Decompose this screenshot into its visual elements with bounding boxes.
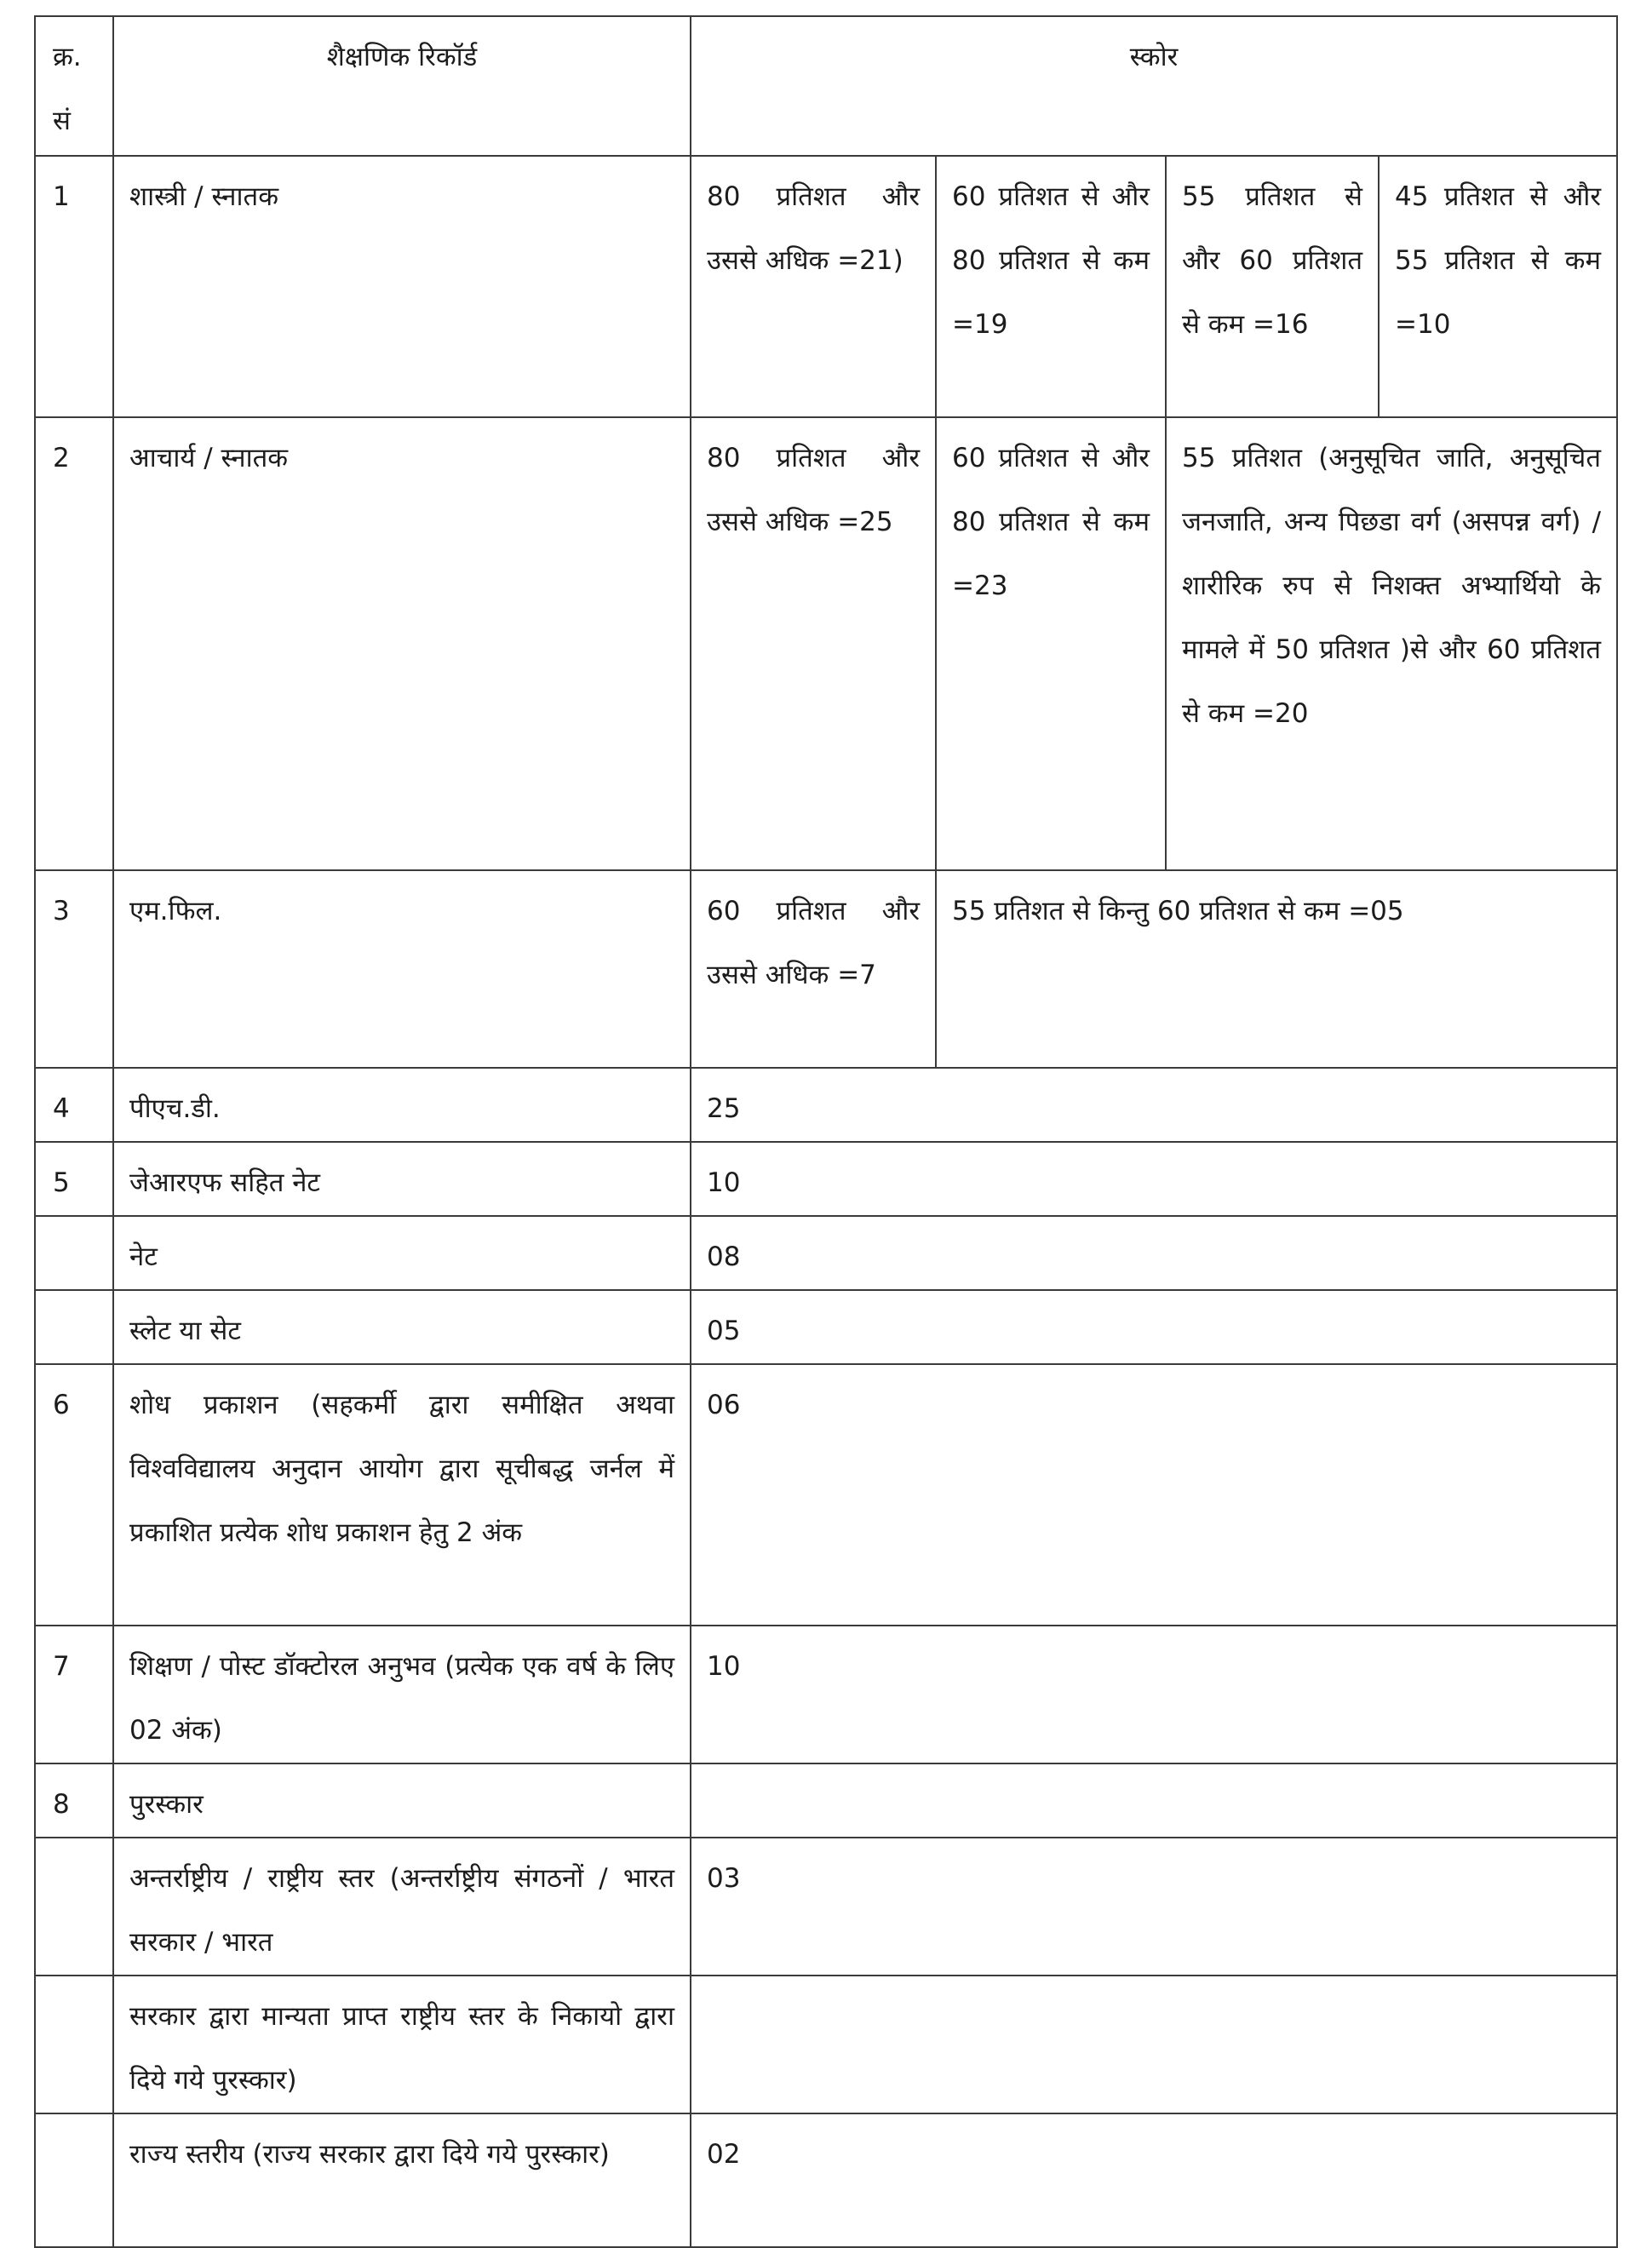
table-row xyxy=(35,1364,1617,1626)
serial-number xyxy=(35,1216,113,1290)
record-cell: एम.फिल. xyxy=(113,870,691,1068)
record-cell: सरकार द्वारा मान्यता प्राप्त राष्ट्रीय स्तर के निकायो द्वारा दिये गये पुरस्कार) xyxy=(113,1976,691,2113)
score-cell: 06 xyxy=(691,1364,1617,1626)
score-cell: 45 प्रतिशत से और 55 प्रतिशत से कम =10 xyxy=(1379,156,1617,417)
record-cell: राज्य स्तरीय (राज्य सरकार द्वारा दिये गये पुरस्कार) xyxy=(113,2113,691,2247)
score-cell xyxy=(691,1976,1617,2113)
score-cell xyxy=(691,1763,1617,1838)
record-cell: अन्तर्राष्ट्रीय / राष्ट्रीय स्तर (अन्तर्राष्ट्रीय संगठनों / भारत सरकार / भारत xyxy=(113,1838,691,1976)
record-cell: नेट xyxy=(113,1216,691,1290)
table-row xyxy=(35,156,1617,417)
table-row xyxy=(35,417,1617,870)
serial-number: 5 xyxy=(35,1142,113,1216)
serial-number xyxy=(35,1290,113,1364)
serial-number: 1 xyxy=(35,156,113,417)
score-cell: 80 प्रतिशत और उससे अधिक =21) xyxy=(691,156,936,417)
academic-record-header: शैक्षणिक रिकॉर्ड xyxy=(113,16,691,156)
score-cell: 80 प्रतिशत और उससे अधिक =25 xyxy=(691,417,936,870)
serial-number xyxy=(35,2113,113,2247)
record-cell: स्लेट या सेट xyxy=(113,1290,691,1364)
table-header-row xyxy=(35,16,1617,156)
score-cell: 02 xyxy=(691,2113,1617,2247)
record-cell: पीएच.डी. xyxy=(113,1068,691,1142)
serial-number xyxy=(35,1838,113,1976)
score-cell: 60 प्रतिशत से और 80 प्रतिशत से कम =19 xyxy=(936,156,1166,417)
table-row xyxy=(35,1142,1617,1216)
serial-number-header: क्र. सं xyxy=(35,16,113,156)
serial-number: 8 xyxy=(35,1763,113,1838)
academic-score-table xyxy=(34,15,1618,2248)
score-cell: 10 xyxy=(691,1142,1617,1216)
score-cell: 60 प्रतिशत से और 80 प्रतिशत से कम =23 xyxy=(936,417,1166,870)
serial-number: 2 xyxy=(35,417,113,870)
table-row xyxy=(35,1216,1617,1290)
record-cell: शोध प्रकाशन (सहकर्मी द्वारा समीक्षित अथवा विश्वविद्यालय अनुदान आयोग द्वारा सूचीबद्ध जर्नल में प्रकाशित प्रत्येक शोध प्रकाशन हेतु 2 अंक xyxy=(113,1364,691,1626)
table-row xyxy=(35,1626,1617,1763)
table-row xyxy=(35,1763,1617,1838)
score-cell: 55 प्रतिशत से और 60 प्रतिशत से कम =16 xyxy=(1166,156,1379,417)
serial-number: 6 xyxy=(35,1364,113,1626)
serial-number xyxy=(35,1976,113,2113)
table-row xyxy=(35,1068,1617,1142)
serial-number: 7 xyxy=(35,1626,113,1763)
table-row xyxy=(35,1838,1617,1976)
score-cell: 05 xyxy=(691,1290,1617,1364)
record-cell: शास्त्री / स्नातक xyxy=(113,156,691,417)
record-cell: आचार्य / स्नातक xyxy=(113,417,691,870)
serial-number: 4 xyxy=(35,1068,113,1142)
record-cell: जेआरएफ सहित नेट xyxy=(113,1142,691,1216)
score-cell: 60 प्रतिशत और उससे अधिक =7 xyxy=(691,870,936,1068)
score-cell: 25 xyxy=(691,1068,1617,1142)
table-row xyxy=(35,1976,1617,2113)
table-row xyxy=(35,870,1617,1068)
table-row xyxy=(35,1290,1617,1364)
score-cell: 08 xyxy=(691,1216,1617,1290)
record-cell: शिक्षण / पोस्ट डॉक्टोरल अनुभव (प्रत्येक एक वर्ष के लिए 02 अंक) xyxy=(113,1626,691,1763)
table-row xyxy=(35,2113,1617,2247)
score-cell: 55 प्रतिशत (अनुसूचित जाति, अनुसूचित जनजाति, अन्य पिछडा वर्ग (असपन्न वर्ग) / शारीरिक रुप से निशक्त अभ्यार्थियो के मामले में 50 प्रतिशत )से और 60 प्रतिशत से कम =20 xyxy=(1166,417,1617,870)
score-header: स्कोर xyxy=(691,16,1617,156)
score-cell: 03 xyxy=(691,1838,1617,1976)
serial-number: 3 xyxy=(35,870,113,1068)
record-cell: पुरस्कार xyxy=(113,1763,691,1838)
score-cell: 10 xyxy=(691,1626,1617,1763)
score-cell: 55 प्रतिशत से किन्तु 60 प्रतिशत से कम =05 xyxy=(936,870,1617,1068)
